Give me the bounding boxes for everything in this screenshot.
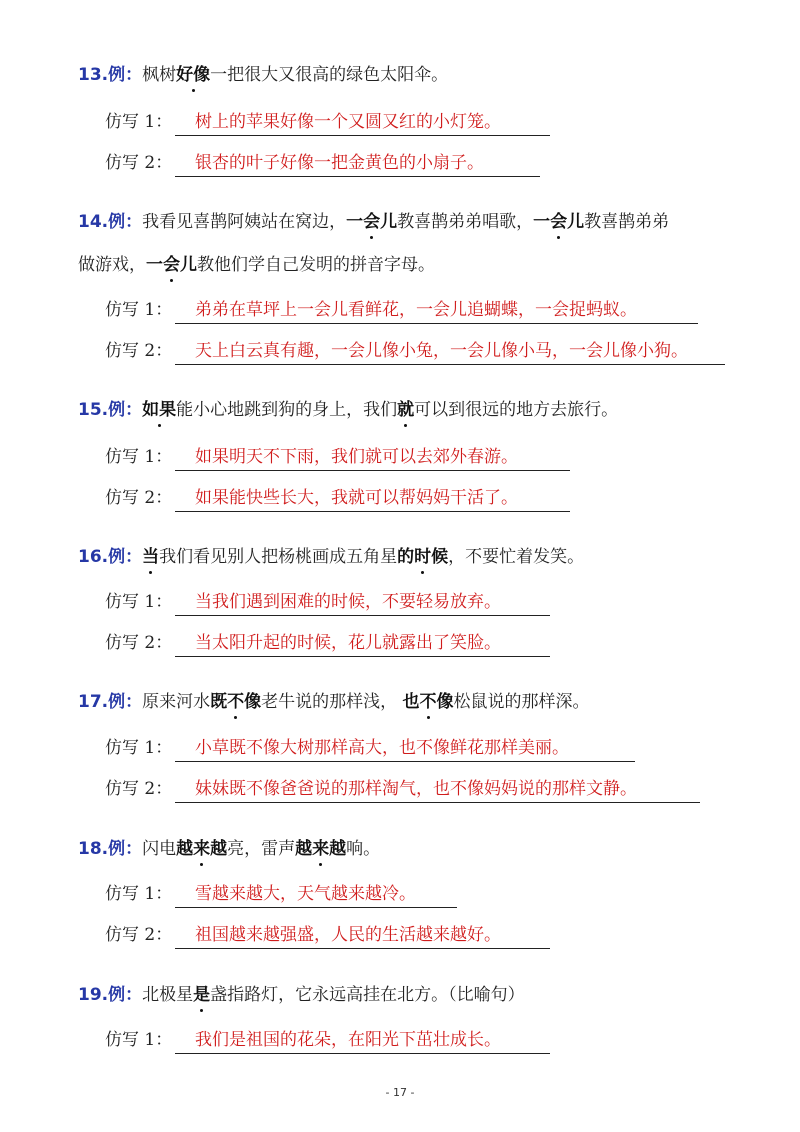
answer-text: 如果能快些长大，我就可以帮妈妈干活了。: [175, 481, 570, 512]
example-text: 做游戏，: [78, 255, 146, 275]
example-15: [78, 393, 618, 427]
answer-label: 仿写 2：: [105, 779, 173, 799]
example-number: 16.: [78, 547, 109, 567]
example-text: 亮，雷声: [227, 839, 296, 859]
answer-row: [105, 626, 501, 660]
example-label: 例：: [108, 400, 143, 420]
example-number: 14.: [78, 212, 109, 232]
example-text: 教喜鹊弟弟: [584, 212, 670, 232]
answer-row: [105, 1023, 501, 1057]
answer-row: [105, 585, 501, 619]
example-text: 盏指路灯，它永远高挂在北方。（比喻句）: [210, 985, 525, 1005]
answer-text: 如果明天不下雨，我们就可以去郊外春游。: [175, 440, 570, 471]
answer-row: [105, 481, 518, 515]
answer-text: 祖国越来越强盛，人民的生活越来越好。: [175, 918, 550, 949]
answer-label: 仿写 2：: [105, 341, 173, 361]
answer-row: [105, 293, 637, 327]
answer-label: 仿写 2：: [105, 925, 173, 945]
keyword: 也不像: [403, 685, 454, 719]
example-text: 我们看见别人把杨桃画成五角星: [159, 547, 398, 567]
answer-label: 仿写 1：: [105, 300, 173, 320]
answer-label: 仿写 2：: [105, 488, 173, 508]
keyword: 好像: [176, 58, 210, 92]
example-text: 教喜鹊弟弟唱歌，: [397, 212, 534, 232]
example-label: 例：: [108, 212, 143, 232]
answer-label: 仿写 1：: [105, 884, 173, 904]
keyword: 一会儿: [533, 205, 584, 239]
answer-label: 仿写 2：: [105, 633, 173, 653]
example-label: 例：: [108, 547, 143, 567]
example-text: 可以到很远的地方去旅行。: [414, 400, 619, 420]
example-13: [78, 58, 448, 92]
answer-label: 仿写 1：: [105, 112, 173, 132]
answer-row: [105, 146, 484, 180]
example-label: 例：: [108, 839, 143, 859]
keyword: 既不像: [210, 685, 261, 719]
answer-text: 雪越来越大，天气越来越冷。: [175, 877, 457, 908]
answer-row: [105, 731, 569, 765]
example-text: 能小心地跳到狗的身上，我们: [176, 400, 398, 420]
example-text: 响。: [346, 839, 381, 859]
answer-text: 弟弟在草坪上一会儿看鲜花，一会儿追蝴蝶，一会捉蚂蚁。: [175, 293, 698, 324]
answer-text: 妹妹既不像爸爸说的那样淘气，也不像妈妈说的那样文静。: [175, 772, 700, 803]
example-14-continuation: [78, 248, 435, 282]
example-number: 15.: [78, 400, 109, 420]
keyword: 一会儿: [346, 205, 397, 239]
example-text: 闪电: [142, 839, 177, 859]
answer-text: 天上白云真有趣，一会儿像小兔，一会儿像小马，一会儿像小狗。: [175, 334, 725, 365]
example-text: 教他们学自己发明的拼音字母。: [197, 255, 435, 275]
keyword: 是: [193, 978, 210, 1012]
example-text: 松鼠说的那样深。: [453, 692, 590, 712]
keyword: 就: [397, 393, 414, 427]
example-16: [78, 540, 584, 574]
answer-label: 仿写 2：: [105, 153, 173, 173]
answer-text: 我们是祖国的花朵，在阳光下茁壮成长。: [175, 1023, 550, 1054]
answer-label: 仿写 1：: [105, 592, 173, 612]
answer-text: 树上的苹果好像一个又圆又红的小灯笼。: [175, 105, 550, 136]
example-number: 18.: [78, 839, 109, 859]
page-number: - 17 -: [385, 1086, 415, 1099]
example-text: ，不要忙着发笑。: [448, 547, 585, 567]
example-number: 19.: [78, 985, 109, 1005]
example-number: 17.: [78, 692, 109, 712]
answer-text: 当我们遇到困难的时候，不要轻易放弃。: [175, 585, 550, 616]
keyword: 一会儿: [146, 248, 197, 282]
answer-text: 当太阳升起的时候，花儿就露出了笑脸。: [175, 626, 550, 657]
keyword: 如果: [142, 393, 176, 427]
answer-row: [105, 918, 501, 952]
example-text: 北极星: [142, 985, 194, 1005]
keyword: 的时候: [397, 540, 448, 574]
answer-label: 仿写 1：: [105, 738, 173, 758]
answer-text: 小草既不像大树那样高大，也不像鲜花那样美丽。: [175, 731, 635, 762]
example-17: [78, 685, 590, 719]
answer-row: [105, 440, 518, 474]
keyword: 越来越: [176, 832, 227, 866]
example-label: 例：: [108, 985, 143, 1005]
example-label: 例：: [108, 692, 143, 712]
example-text: 一把很大又很高的绿色太阳伞。: [210, 65, 449, 85]
answer-text: 银杏的叶子好像一把金黄色的小扇子。: [175, 146, 540, 177]
keyword: 当: [142, 540, 159, 574]
answer-row: [105, 772, 637, 806]
example-label: 例：: [108, 65, 143, 85]
example-text: 老牛说的那样浅，: [261, 692, 403, 712]
keyword: 越来越: [295, 832, 346, 866]
answer-row: [105, 105, 501, 139]
example-19: [78, 978, 525, 1012]
example-text: 原来河水: [142, 692, 211, 712]
answer-row: [105, 877, 416, 911]
answer-label: 仿写 1：: [105, 447, 173, 467]
example-text: 枫树: [142, 65, 177, 85]
answer-label: 仿写 1：: [105, 1030, 173, 1050]
example-number: 13.: [78, 65, 109, 85]
example-14: [78, 205, 669, 239]
example-18: [78, 832, 380, 866]
answer-row: [105, 334, 688, 368]
example-text: 我看见喜鹊阿姨站在窝边，: [142, 212, 347, 232]
